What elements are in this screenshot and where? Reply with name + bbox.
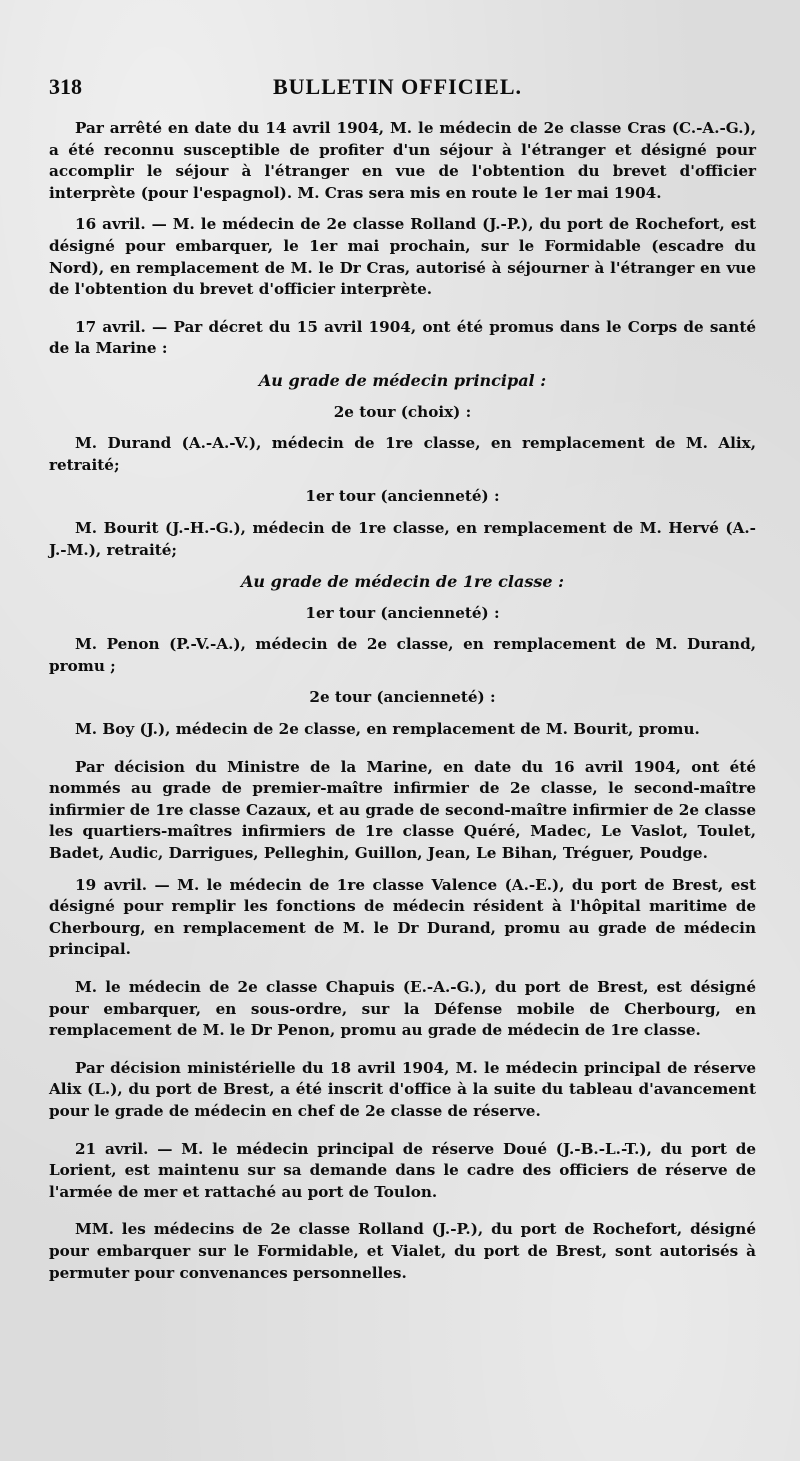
heading-medecin-1re-classe: Au grade de médecin de 1re classe : [240,572,565,592]
paragraph-16-avril: 16 avril. — M. le médecin de 2e classe Rolland (J.-P.), du port de Rochefort, est désigné pour embarquer, le 1er mai prochain, sur le Formidable (escadre du Nord), en remplacement de M. le Dr Cras, autorisé à séjourner à l'étranger en vue de l'obtention du brevet d'officier interprète. [49,215,756,299]
subheading-1er-tour-anciennete-2: 1er tour (ancienneté) : [305,603,500,622]
subheading-2e-tour-choix: 2e tour (choix) : [333,402,472,421]
page-header [49,74,756,100]
paragraph-durand: M. Durand (A.-A.-V.), médecin de 1re classe, en remplacement de M. Alix, retraité; [49,434,756,474]
paragraph-boy: M. Boy (J.), médecin de 2e classe, en remplacement de M. Bourit, promu. [75,720,700,739]
paragraph-penon: M. Penon (P.-V.-A.), médecin de 2e classe, en remplacement de M. Durand, promu ; [49,635,756,675]
page-number: 318 [49,74,82,99]
paragraph-decision-ministre: Par décision du Ministre de la Marine, en date du 16 avril 1904, ont été nommés au grade de premier-maître infirmier de 2e classe, le second-maître infirmier de 1re classe Cazaux, et au grade de second-maître infirmier de 2e classe les quartiers-maîtres infirmiers de 1re classe Quéré, Madec, Le Vaslot, Toulet, Badet, Audic, Darrigues, Pelleghin, Guillon, Jean, Le Bihan, Tréguer, Poudge. [49,757,756,863]
heading-medecin-principal: Au grade de médecin principal : [258,370,547,390]
subheading-2e-tour-anciennete: 2e tour (ancienneté) : [309,688,496,707]
paragraph-permutation: MM. les médecins de 2e classe Rolland (J.-P.), du port de Rochefort, désigné pour embarquer sur le Formidable, et Vialet, du port de Brest, sont autorisés à permuter pour convenances personnelles. [49,1220,756,1282]
paragraph-17-avril: 17 avril. — Par décret du 15 avril 1904, ont été promus dans le Corps de santé de la Marine : [49,317,756,358]
paragraph-decision-18-avril: Par décision ministérielle du 18 avril 1904, M. le médecin principal de réserve Alix (L.), du port de Brest, a été inscrit d'office à la suite du tableau d'avancement pour le grade de médecin en chef de 2e classe de réserve. [49,1058,756,1120]
running-title: BULLETIN OFFICIEL. [272,74,523,99]
paragraph-cras-arrete: Par arrêté en date du 14 avril 1904, M. le médecin de 2e classe Cras (C.-A.-G.), a été reconnu susceptible de profiter d'un séjour à l'étranger et désigné pour accomplir le séjour à l'étranger en vue de l'obtention du brevet d'officier interprète (pour l'espagnol). M. Cras sera mis en route le 1er mai 1904. [49,119,756,202]
paragraph-19-avril: 19 avril. — M. le médecin de 1re classe Valence (A.-E.), du port de Brest, est désigné pour remplir les fonctions de médecin résident à l'hôpital maritime de Cherbourg, en remplacement de M. le Dr Durand, promu au grade de médecin principal. [49,875,756,959]
paragraph-bourit: M. Bourit (J.-H.-G.), médecin de 1re classe, en remplacement de M. Hervé (A.-J.-M.), retraité; [49,518,756,559]
subheading-1er-tour-anciennete: 1er tour (ancienneté) : [305,487,500,506]
paragraph-21-avril: 21 avril. — M. le médecin principal de réserve Doué (J.-B.-L.-T.), du port de Lorient, est maintenu sur sa demande dans le cadre des officiers de réserve de l'armée de mer et rattaché au port de Toulon. [49,1139,756,1201]
paragraph-chapuis: M. le médecin de 2e classe Chapuis (E.-A.-G.), du port de Brest, est désigné pour embarquer, en sous-ordre, sur la Défense mobile de Cherbourg, en remplacement de M. le Dr Penon, promu au grade de médecin de 1re classe. [49,978,756,1040]
